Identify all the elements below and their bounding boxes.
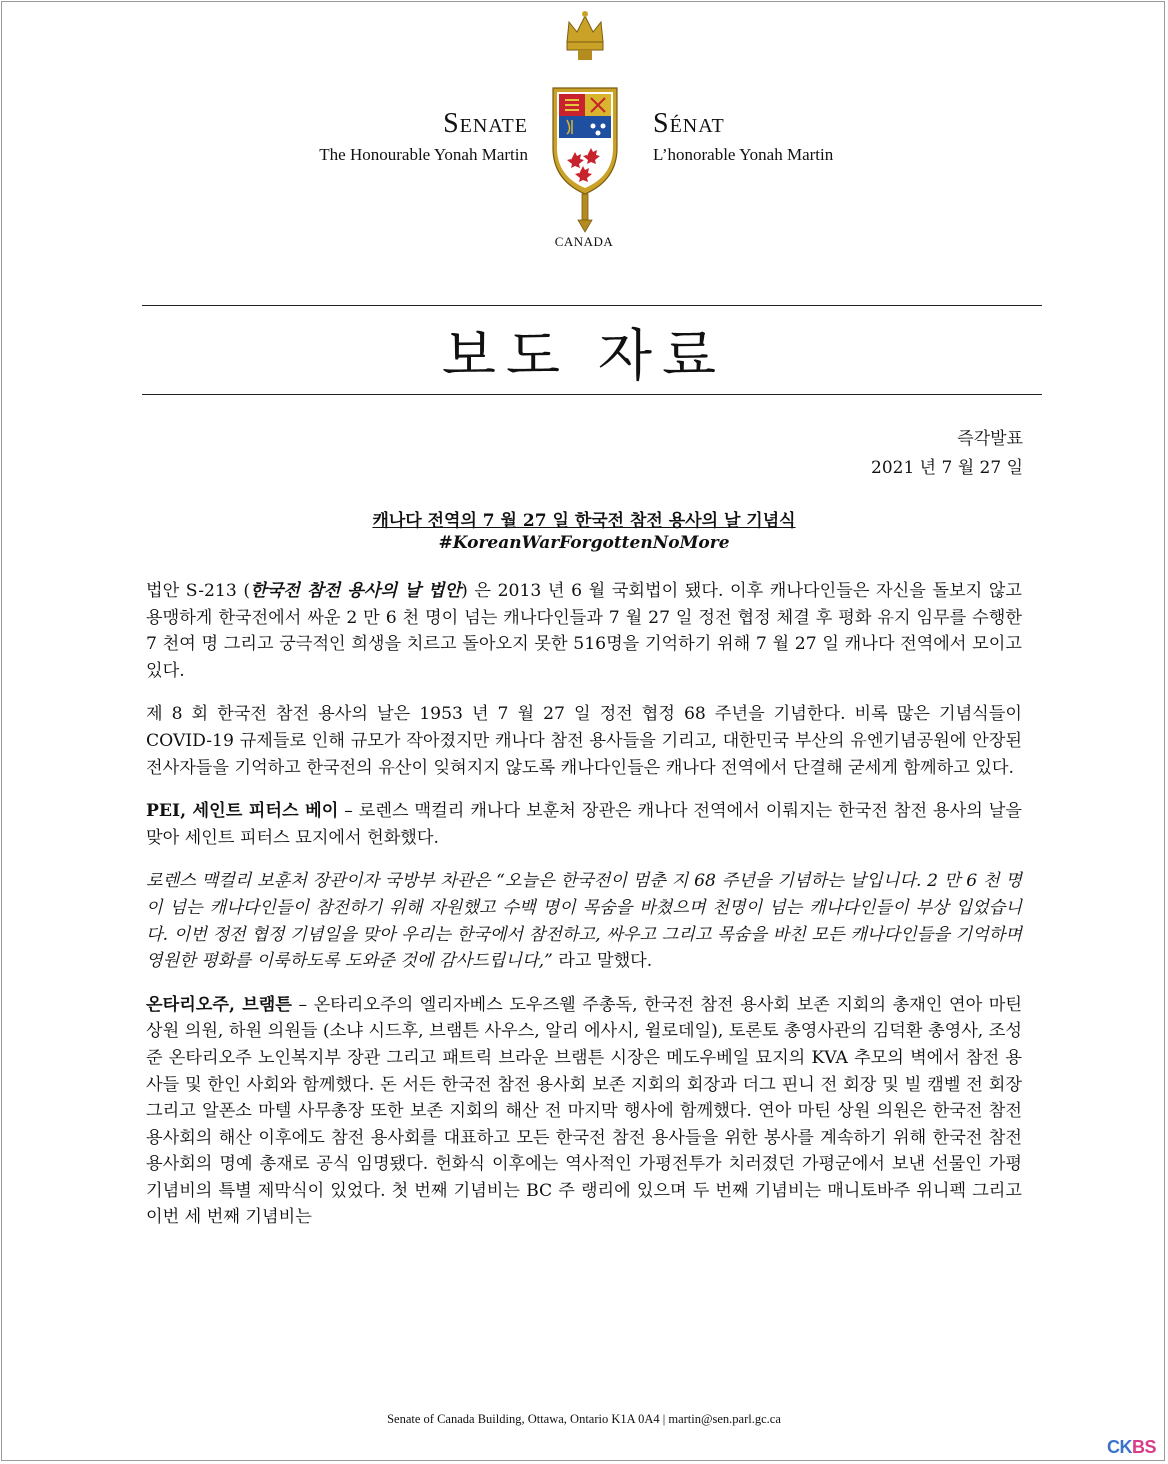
footer-address: Senate of Canada Building, Ottawa, Ontario K1A 0A4 | martin@sen.parl.gc.ca bbox=[387, 1412, 781, 1426]
bill-name: 한국전 참전 용사의 날 법안 bbox=[250, 581, 462, 601]
paragraph-5 bbox=[146, 992, 1022, 1231]
paragraph-1 bbox=[146, 578, 1022, 684]
watermark-part-1: CK bbox=[1106, 1437, 1132, 1457]
paragraph-5-lead: 온타리오주, 브램튼 bbox=[146, 994, 292, 1015]
senate-fr-heading: Sénat bbox=[653, 108, 725, 139]
paragraph-3-lead: PEI, 세인트 피터스 베이 bbox=[146, 801, 339, 822]
page-title: 보도 자료 bbox=[441, 324, 727, 389]
senate-crest-icon bbox=[545, 8, 625, 233]
paragraph-3 bbox=[146, 798, 1022, 851]
paragraph-4-quote: 로렌스 맥컬리 보훈처 장관이자 국방부 차관은 “오늘은 한국전이 멈춘 지 68 주년을 기념하는 날입니다. 2 만 6 천 명이 넘는 캐나다인들이 참전하기 위해 자원했고 수백 명이 목숨을 바쳤으며 천명이 넘는 캐나다인들이 부상 입었습니다. 이번 정전 협정 기념일을 맞아 우리는 한국에서 참전하고, 싸우고 그리고 목숨을 바친 모든 캐나다인들을 기억하며 영원한 평화를 이룩하도록 도와준 것에 감사드립니다,” bbox=[146, 871, 1022, 972]
paragraph-3-text: – 로렌스 맥컬리 캐나다 보훈처 장관은 캐나다 전역에서 이뤄지는 한국전 참전 용사의 날을 맞아 세인트 피터스 묘지에서 헌화했다. bbox=[146, 801, 1022, 848]
letterhead bbox=[0, 0, 1168, 260]
honourable-fr: L’honorable Yonah Martin bbox=[653, 145, 834, 164]
hashtag: #KoreanWarForgottenNoMore bbox=[438, 533, 730, 553]
title-rule-bottom bbox=[142, 394, 1042, 395]
headline-text: 캐나다 전역의 7 월 27 일 한국전 참전 용사의 날 기념식 bbox=[372, 511, 796, 531]
paragraph-4-tail: 라고 말했다. bbox=[552, 951, 653, 972]
paragraph-1-post: ) 은 2013 년 6 월 국회법이 됐다. 이후 캐나다인들은 자신을 돌보지 않고 용맹하게 한국전에서 싸운 2 만 6 천 명이 넘는 캐나다인들과 7 월 27 일 정전 협정 체결 후 평화 유지 임무를 수행한 7 천여 명 그리고 궁극적인 희생을 치르고 돌아오지 못한 516명을 기억하기 위해 7 월 27 일 캐나다 전역에서 모이고 있다. bbox=[146, 581, 1022, 681]
headline bbox=[0, 506, 1168, 531]
paragraph-2: 제 8 회 한국전 참전 용사의 날은 1953 년 7 월 27 일 정전 협정 68 주년을 기념한다. 비록 많은 기념식들이 COVID-19 규제들로 인해 규모가 작아졌지만 캐나다 참전 용사들을 기리고, 대한민국 부산의 유엔기념공원에 안장된 전사자들을 기억하고 한국전의 유산이 잊혀지지 않도록 캐나다인들은 캐나다 전역에서 단결해 굳세게 함께하고 있다. bbox=[146, 704, 1022, 778]
country-label: CANADA bbox=[554, 234, 614, 249]
paragraph-1-pre: 법안 S-213 ( bbox=[146, 581, 251, 601]
honourable-en: The Honourable Yonah Martin bbox=[319, 145, 528, 164]
release-date: 2021 년 7 월 27 일 bbox=[871, 458, 1023, 478]
release-meta bbox=[871, 425, 1023, 483]
body-text bbox=[146, 578, 1022, 1248]
paragraph-5-text: – 온타리오주의 엘리자베스 도우즈웰 주총독, 한국전 참전 용사회 보존 지회의 총재인 연아 마틴 상원 의원, 하원 의원들 (소냐 시드후, 브램튼 사우스, 알리 에사시, 윌로데일), 토론토 총영사관의 김덕환 총영사, 조성준 온타리오주 노인복지부 장관 그리고 패트릭 브라운 브램튼 시장은 메도우베일 묘지의 KVA 추모의 벽에서 참전 용사들 및 한인 사회와 함께했다. 돈 서든 한국전 참전 용사회 보존 지회의 회장과 더그 핀니 전 회장 및 빌 캠벨 전 회장 그리고 알폰소 마텔 사무총장 또한 보존 지회의 해산 전 마지막 행사에 함께했다. 연아 마틴 상원 의원은 한국전 참전 용사회의 해산 이후에도 참전 용사회를 대표하고 모든 한국전 참전 용사들을 위한 봉사를 계속하기 위해 한국전 참전 용사회의 명예 총재로 공식 임명됐다. 헌화식 이후에는 역사적인 가평전투가 치러졌던 가평군에서 보낸 선물인 가평 기념비의 특별 제막식이 있었다. 첫 번째 기념비는 BC 주 랭리에 있으며 두 번째 기념비는 매니토바주 위니펙 그리고 이번 세 번째 기념비는 bbox=[146, 994, 1022, 1228]
watermark-part-2: BS bbox=[1131, 1437, 1156, 1457]
release-type: 즉각발표 bbox=[957, 429, 1023, 449]
watermark-logo bbox=[1107, 1437, 1156, 1458]
title-rule-top bbox=[142, 305, 1042, 306]
senate-en-heading: Senate bbox=[443, 108, 528, 139]
paragraph-4 bbox=[146, 868, 1022, 974]
